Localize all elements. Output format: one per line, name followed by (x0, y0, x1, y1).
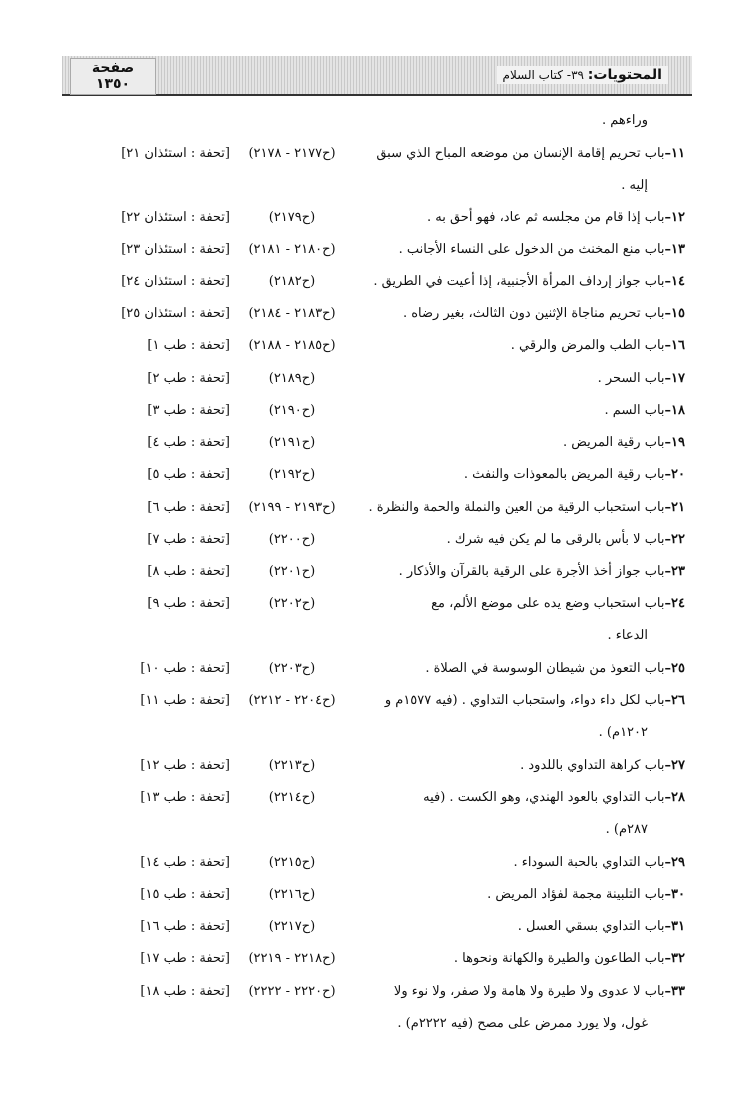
entry-title-text: باب السم . (604, 403, 665, 418)
entry-number: ٢٢– (664, 532, 685, 547)
tuhfa-reference: [تحفة : طب ٣] (147, 403, 230, 418)
tuhfa-reference: [تحفة : طب ٩] (147, 596, 230, 611)
entry-title (385, 688, 685, 714)
toc-entry (0, 882, 755, 908)
entry-number: ١١– (664, 146, 685, 161)
entry-number: ١٥– (664, 306, 685, 321)
hadith-range: (ح٢٢١٥) (268, 855, 316, 870)
toc-entry (0, 753, 755, 779)
hadith-range: (ح٢٢١٨ - ٢٢١٩) (248, 951, 336, 966)
entry-number: ١٣– (664, 242, 685, 257)
entry-title-text: باب تحريم إقامة الإنسان من موضعه المباح الذي سبق (376, 146, 665, 161)
entry-title (487, 882, 685, 908)
entry-title (454, 946, 685, 972)
entry-title-text: باب لا عدوى ولا طيرة ولا هامة ولا صفر، ولا نوء ولا (393, 984, 665, 999)
hadith-range: (ح٢٢١٣) (268, 758, 316, 773)
toc-entry (0, 430, 755, 456)
entry-number: ١٩– (664, 435, 685, 450)
entry-number: ١٢– (664, 210, 685, 225)
entry-title-text: باب استحباب الرقية من العين والنملة والحمة والنظرة . (368, 500, 665, 515)
entry-title (403, 301, 685, 327)
entry-title (518, 914, 685, 940)
toc-entry (0, 398, 755, 424)
toc-entry (0, 462, 755, 488)
toc-entry (0, 141, 755, 167)
toc-entry (0, 914, 755, 940)
hadith-range: (ح٢١٨٥ - ٢١٨٨) (248, 338, 336, 353)
entry-title (431, 591, 685, 617)
toc-entry (0, 946, 755, 972)
entry-title-text: باب التلبينة مجمة لفؤاد المريض . (487, 887, 665, 902)
entry-title-text: باب استحباب وضع يده على موضع الألم، مع (431, 596, 665, 611)
toc-entry (0, 559, 755, 585)
tuhfa-reference: [تحفة : طب ٢] (147, 371, 230, 386)
entry-number: ٣٠– (664, 887, 685, 902)
entry-title-text: باب تحريم مناجاة الإثنين دون الثالث، بغير رضاه . (402, 306, 665, 321)
entry-number: ١٨– (664, 403, 685, 418)
entry-title (464, 462, 685, 488)
entry-title (563, 430, 685, 456)
entry-continuation: ٢٨٧م) . (605, 822, 648, 837)
entry-number: ١٦– (664, 338, 685, 353)
tuhfa-reference: [تحفة : استئذان ٢٢] (121, 210, 230, 225)
entry-title (511, 333, 685, 359)
tuhfa-reference: [تحفة : استئذان ٢١] (121, 146, 230, 161)
tuhfa-reference: [تحفة : طب ١٢] (140, 758, 230, 773)
hadith-range: (ح٢١٨٠ - ٢١٨١) (248, 242, 336, 257)
hadith-range: (ح٢١٨٣ - ٢١٨٤) (248, 306, 336, 321)
tuhfa-reference: [تحفة : طب ٨] (147, 564, 230, 579)
hadith-range: (ح٢٢٠٢) (268, 596, 316, 611)
tuhfa-reference: [تحفة : استئذان ٢٥] (121, 306, 230, 321)
toc-entry (0, 656, 755, 682)
tuhfa-reference: [تحفة : طب ١٠] (140, 661, 230, 676)
entry-number: ١٧– (664, 371, 685, 386)
lead-line: وراءهم . (601, 113, 648, 128)
contents-label: المحتويات: (587, 67, 662, 83)
entry-number: ٢٥– (664, 661, 685, 676)
entry-number: ٢٧– (664, 758, 685, 773)
entry-title-text: باب التداوي بسقي العسل . (517, 919, 665, 934)
entry-title (427, 205, 685, 231)
tuhfa-reference: [تحفة : طب ١٣] (140, 790, 230, 805)
entry-number: ٢٠– (664, 467, 685, 482)
toc-entry (0, 785, 755, 811)
toc-entry (0, 850, 755, 876)
entry-number: ٢٩– (664, 855, 685, 870)
hadith-range: (ح٢١٩٠) (268, 403, 316, 418)
entry-title-text: باب جواز إرداف المرأة الأجنبية، إذا أعيت في الطريق . (373, 274, 665, 289)
entry-title-text: باب رقية المريض بالمعوذات والنفث . (463, 467, 665, 482)
entry-title (394, 979, 685, 1005)
hadith-range: (ح٢١٧٧ - ٢١٧٨) (248, 146, 336, 161)
entry-title (373, 269, 685, 295)
hadith-range: (ح٢٢٠٤ - ٢٢١٢) (248, 693, 336, 708)
entry-number: ١٤– (664, 274, 685, 289)
entry-number: ٢٦– (664, 693, 685, 708)
tuhfa-reference: [تحفة : طب ١٤] (140, 855, 230, 870)
hadith-range: (ح٢٢١٦) (268, 887, 316, 902)
entry-title (520, 753, 685, 779)
entry-number: ٢٣– (664, 564, 685, 579)
tuhfa-reference: [تحفة : طب ٥] (147, 467, 230, 482)
hadith-range: (ح٢١٨٢) (268, 274, 316, 289)
entry-continuation: ١٢٠٢م) . (598, 725, 648, 740)
tuhfa-reference: [تحفة : طب ١١] (140, 693, 230, 708)
entry-title (399, 237, 685, 263)
toc-entry (0, 269, 755, 295)
hadith-range: (ح٢٢١٧) (268, 919, 316, 934)
entry-title (598, 366, 685, 392)
toc-entry (0, 527, 755, 553)
tuhfa-reference: [تحفة : استئذان ٢٤] (121, 274, 230, 289)
hadith-range: (ح٢٢٠١) (268, 564, 316, 579)
entry-continuation: غول، ولا يورد ممرض على مصح (فيه ٢٢٢٢م) . (397, 1016, 648, 1031)
tuhfa-reference: [تحفة : استئذان ٢٣] (121, 242, 230, 257)
hadith-range: (ح٢١٩٣ - ٢١٩٩) (248, 500, 336, 515)
entry-title (604, 398, 685, 424)
entry-number: ٢٨– (664, 790, 685, 805)
book-label: ٣٩- كتاب السلام (502, 68, 584, 82)
page-number: ١٣٥٠ (95, 76, 131, 92)
entry-title (513, 850, 685, 876)
entry-title-text: باب رقية المريض . (562, 435, 665, 450)
entry-continuation: الدعاء . (607, 628, 648, 643)
entry-title-text: باب الطب والمرض والرقي . (510, 338, 665, 353)
entry-continuation: إليه . (621, 178, 648, 193)
entry-number: ٣١– (664, 919, 685, 934)
entry-title-text: باب منع المخنث من الدخول على النساء الأجانب . (398, 242, 665, 257)
entry-number: ٢١– (664, 500, 685, 515)
entry-number: ٣٢– (664, 951, 685, 966)
tuhfa-reference: [تحفة : طب ١٧] (140, 951, 230, 966)
toc-entry (0, 979, 755, 1005)
hadith-range: (ح٢١٧٩) (268, 210, 316, 225)
toc-entry (0, 237, 755, 263)
tuhfa-reference: [تحفة : طب ٦] (147, 500, 230, 515)
tuhfa-reference: [تحفة : طب ١] (147, 338, 230, 353)
toc-entry (0, 688, 755, 714)
entry-title-text: باب لا بأس بالرقى ما لم يكن فيه شرك . (446, 532, 665, 547)
hadith-range: (ح٢١٨٩) (268, 371, 316, 386)
toc-entry (0, 366, 755, 392)
entry-title-text: باب التداوي بالعود الهندي، وهو الكست . (فيه (423, 790, 665, 805)
entry-title-text: باب السحر . (597, 371, 665, 386)
tuhfa-reference: [تحفة : طب ٤] (147, 435, 230, 450)
entry-number: ٣٣– (664, 984, 685, 999)
hadith-range: (ح٢١٩٢) (268, 467, 316, 482)
entry-title (425, 656, 685, 682)
entry-title-text: باب الطاعون والطيرة والكهانة ونحوها . (453, 951, 665, 966)
tuhfa-reference: [تحفة : طب ٧] (147, 532, 230, 547)
hadith-range: (ح٢٢٠٠) (268, 532, 316, 547)
tuhfa-reference: [تحفة : طب ١٦] (140, 919, 230, 934)
hadith-range: (ح٢٢٠٣) (268, 661, 316, 676)
page-label: صفحة (91, 60, 135, 76)
entry-title-text: باب جواز أخذ الأجرة على الرقية بالقرآن والأذكار . (398, 564, 665, 579)
entry-title-text: باب التداوي بالحبة السوداء . (513, 855, 665, 870)
entry-title-text: باب كراهة التداوي باللدود . (520, 758, 665, 773)
entry-title-text: باب إذا قام من مجلسه ثم عاد، فهو أحق به . (426, 210, 665, 225)
entry-number: ٢٤– (664, 596, 685, 611)
entry-title-text: باب لكل داء دواء، واستحباب التداوي . (فيه ١٥٧٧م و (384, 693, 665, 708)
entry-title (368, 495, 685, 521)
toc-entry (0, 495, 755, 521)
hadith-range: (ح٢٢٢٠ - ٢٢٢٢) (248, 984, 336, 999)
entry-title (447, 527, 685, 553)
entry-title (423, 785, 685, 811)
toc-entry (0, 591, 755, 617)
toc-entry (0, 333, 755, 359)
entry-title (399, 559, 685, 585)
tuhfa-reference: [تحفة : طب ١٨] (140, 984, 230, 999)
toc-entry (0, 205, 755, 231)
hadith-range: (ح٢١٩١) (268, 435, 316, 450)
toc-entry (0, 301, 755, 327)
tuhfa-reference: [تحفة : طب ١٥] (140, 887, 230, 902)
entry-title (376, 141, 685, 167)
hadith-range: (ح٢٢١٤) (268, 790, 316, 805)
entry-title-text: باب التعوذ من شيطان الوسوسة في الصلاة . (425, 661, 665, 676)
